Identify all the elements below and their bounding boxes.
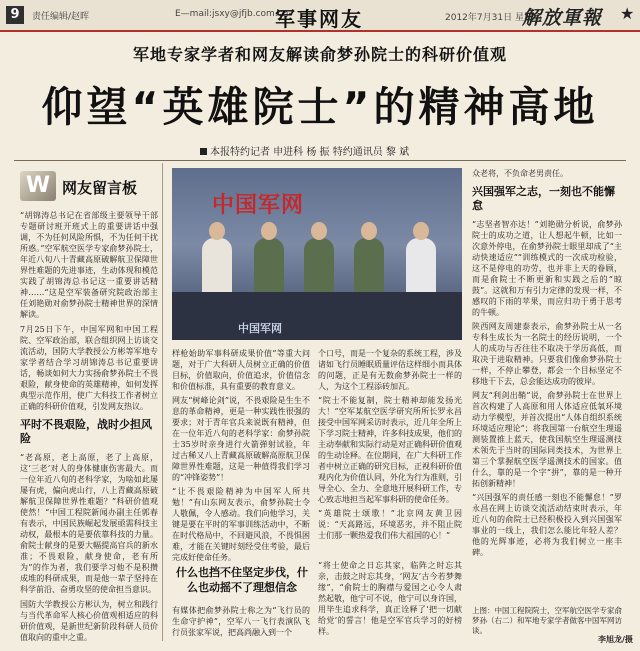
paragraph: “院士不能复制，院士精神却能发扬光大！”空军某航空医学研究所所长罗永昌接受中国军网采访时表示，近几年全所上下学习院士精神，许多科技成果，他们的主动奉献和实际行动是对正确科研价值观的生动诠释。在位期间，在广大科研工作者中树立正确的研究目标，正视科研价值观内化为价值认同，外化为行为准则，引导全心、全力、全意地开展科研工作，专心致志地担当起军事科研的使命任务。 xyxy=(318,396,462,504)
person-figure xyxy=(202,238,232,292)
editor-credit: 责任编辑/赵晖 xyxy=(32,12,90,22)
paragraph: 网友“树峰论剑”说，不畏艰险是生生不息的革命精神，更是一种实践性很强的要求；对于青年官兵来说既有精神，但在一位年近八旬的老科学家：俞梦孙院士35岁时亲身进行火箭弹射试验，年过古稀又八上青藏高原破解高原航卫保障世界性难题，这是一种值得我们学习的“冲锋姿势”！ xyxy=(172,396,310,482)
paragraph: 陕西网友周建泰表示，俞梦孙院士从一名专科生成长为一名院士的经历说明，一个人的成功与否往往不取决于学历高低，而取决于进取精神。只要我们像俞梦孙院士一样，不停止攀登，都会一个目标坚定不移地干下去，总会能达成功的彼岸。 xyxy=(472,322,622,386)
section-subhead: 兴国强军之志，一刻也不能懈怠 xyxy=(472,185,615,212)
paragraph: “英雄院士颂歌！”北京网友黄卫因说：“天高路远，环境恶劣，并不阻止院士们那一颗热爱我们伟大祖国的心！” xyxy=(318,509,462,540)
middle-column-b xyxy=(318,348,462,541)
right-column xyxy=(472,168,622,558)
photo-credit: 李旭龙/摄 xyxy=(598,635,633,644)
photo-watermark: 中国军网 xyxy=(238,322,282,335)
person-figure xyxy=(354,238,384,292)
paragraph: “老高原，老上高原，老了上高原，这‘三老’对人的身体健康伤害最大。而一位年近八旬的老科学家，为啥如此屡屡有虎，偏向虎山行，八上青藏高原破解航卫保障世界性难题？”科研价值观使然！“中国工程院新闻办副主任郭春有表示，中国民族崛起发展亟需科技主动权，最根本的是要依靠科技的力量。俞院士献身的是要大幅提高官兵的新水准；不畏艰险，献身使命，老有所为”的作为者，我们要学习他不是积攒成堆的科研成果，而是他一辈子坚持在科学前沿、奋勇攻坚的使命担当意识。 xyxy=(20,453,158,594)
paragraph: “让不畏艰险精神为中国军人所共勉！”有山东网友表示，俞梦孙院士令人敬佩，令人感动。我们向他学习，关键是要在平时的军事训练活动中，不断在时代格局中，不回避风浪，不畏惧困难，才能在关键时刻经受住考验，最后完成好使命任务。 xyxy=(172,487,310,562)
board-title: 网友留言板 xyxy=(62,179,138,197)
byline-text: 本报特约记者 申进科 杨 振 特约通讯员 黎 斌 xyxy=(210,147,410,158)
contact-email: E—mail:jsxy@jfjb.com.cn xyxy=(175,9,289,19)
interview-photo xyxy=(172,168,462,340)
article-subtitle: 军地专家学者和网友解读俞梦孙院士的科研价值观 xyxy=(132,45,507,64)
section-title: 军事网友 xyxy=(275,7,363,31)
person-figure xyxy=(304,238,334,292)
left-column xyxy=(20,210,158,643)
page-header xyxy=(0,0,640,32)
pull-quote: 什么也挡不住坚定步伐，什么也动摇不了理想信念 xyxy=(176,566,308,594)
article-headline: 仰望“英雄院士”的精神高地 xyxy=(41,83,599,131)
page-number: 9 xyxy=(6,6,24,24)
paragraph: “志坚者智亦达！”刘艳勋分析说，俞梦孙院士的成功之道，让人想起牛顿，比如一次意外停电，在俞梦孙院士眼里却成了“主动快速适应”“训练模式的一次成功检验，这不是停电的功劳，也并非上天的眷顾，而是俞院士不断更新和实践之后的“晾鼓”。这就和万有引力定律的发现一样，不感叹的下雨的苹果，而应归功于勇于思考的牛顿。 xyxy=(472,220,622,317)
star-icon: ★ xyxy=(620,4,635,23)
paragraph: 有媒体把俞梦孙院士称之为“飞行员的生命守护神”，空军八一飞行表演队飞行员张家军说，把高尚融入到一个 xyxy=(172,606,310,637)
middle-column-b-bottom xyxy=(318,560,462,637)
divider xyxy=(14,160,626,161)
paragraph: “将士使命之日忘其家，临阵之时忘其亲，击鼓之时忘其身，‘网友’古今若梦舞缘”，“俞院士的胸襟与爱国之心令人肃然起敬，他宁可不说，他宁可以身许国，用毕生追求科学，真正诠释了‘把一切献给党’的誓言！他是空军官兵学习的好榜样。 xyxy=(318,561,462,636)
issue-date: 2012年7月31日 星期二 xyxy=(445,13,542,23)
w-badge-icon: W xyxy=(20,171,56,201)
photo-backdrop-sign: 中国军网 xyxy=(212,193,305,218)
paragraph: 网友“利剑出鞘”说，俞梦孙院士在世界上首次构建了人高原和用人体适应低氧环境动力学模型，并首次提出“人体自组织系统环境适应理论”；将我国第一台航空生理遥测装置推上蓝天，使我国航空生理遥测技术领先于当时的国际同类技术，为世界上第三个掌握航空医学遥测技术的国家。值什么，靠的是一个字“拼”，靠的是一种开拓创新精神！ xyxy=(472,391,622,488)
newspaper-logo: 解放軍報 xyxy=(522,7,603,29)
person-figure xyxy=(254,238,284,292)
photo-caption: 上图：中国工程院院士，空军航空医学专家俞梦孙（右二）和军地专家学者做客中国军网访谈。 xyxy=(472,606,622,635)
paragraph: 众老将，不负命老男责任。 xyxy=(472,169,568,178)
paragraph: 个口号，而是一个复杂的系统工程，涉及诸如飞行员睡眠质量评估这样细小而具体的问题，正是有无数俞梦孙院士一样的人，为这个工程添砖加瓦。 xyxy=(318,349,462,391)
middle-column-a-bottom xyxy=(172,605,310,638)
person-figure xyxy=(406,238,436,292)
paragraph: 样枪始助军事科研成果价值”等重大问题，对于广大科研人员树立正确的价值目标，价值取向，价值追求，价值信念和价值标准，具有重要的教育意义。 xyxy=(172,349,310,391)
middle-column-a xyxy=(172,348,310,563)
paragraph: “胡锦涛总书记在省部级主要领导干部专题研讨班开班式上的重要讲话中强调，不为任何风险所惧，不为任何干扰所惑。”空军航空医学专家俞梦孙院士，年近八旬八十青藏高原破解航卫保障世界性难题的先进事迹，生动体现和模范实践了胡锦涛总书记这一重要讲话精神……“这是空军装备研究院政治部主任刘艳勋对俞梦孙院士精神世界的深情解读。 xyxy=(20,211,158,319)
paragraph: 国防大学教授公方彬认为，树立和践行与当代革命军人核心价值观相适应的科研价值观，是新世纪新阶段科研人员价值取向的重中之重。 xyxy=(20,600,158,642)
paragraph: “兴国强军的责任感一刻也不能懈怠！”罗永昌在网上访谈交流活动结束时表示，年近八旬的俞院士已经积极投入到兴国强军事业的一线上，我们怎么能比年轻人差？他的光辉事迹，必将为我们树立一座丰碑。 xyxy=(472,493,622,557)
paragraph: 7月25日下午，中国军网和中国工程院、空军政治部，联合组织网上访谈交流活动，国防大学教授公方彬等军地专家学者结合学习胡锦涛总书记重要讲话，畅谈如何大力实扬俞梦孙院士不畏艰险，献身使命的英雄精神，如何发挥典型示范作用，使广大科技工作者树立正确的科研价值观，引发网友热议。 xyxy=(20,325,158,411)
square-bullet-icon xyxy=(200,148,207,155)
photo-table xyxy=(172,292,462,340)
article-byline xyxy=(200,143,409,158)
board-tag xyxy=(14,171,160,201)
section-subhead: 平时不畏艰险，战时少担风险 xyxy=(20,418,152,445)
